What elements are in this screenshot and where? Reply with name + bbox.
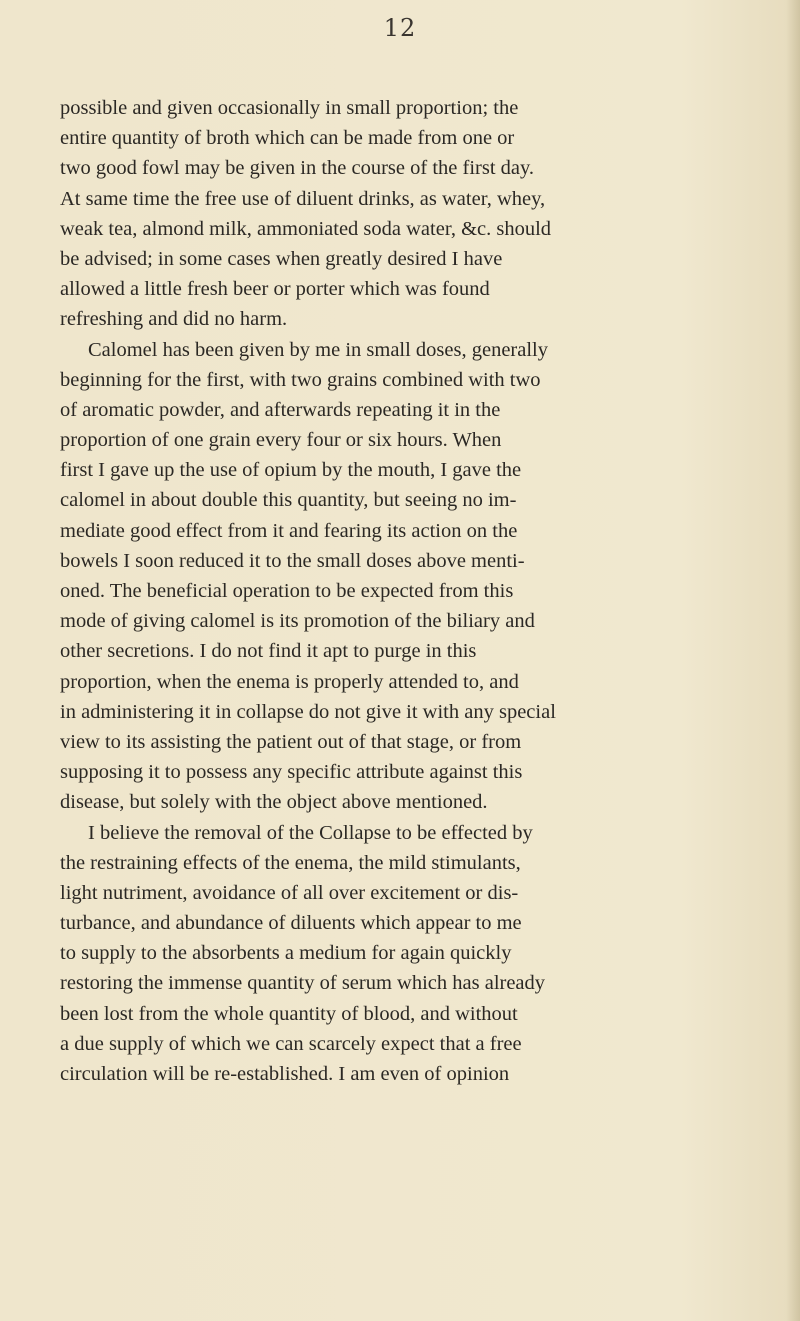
text-line: supposing it to possess any specific attribute against this: [60, 761, 523, 784]
text-line: proportion of one grain every four or six hours. When: [60, 429, 502, 452]
paragraph-start-line: Calomel has been given by me in small doses, generally: [88, 338, 548, 361]
text-line: two good fowl may be given in the course of the first day.: [60, 157, 535, 180]
text-line: circulation will be re-established. I am even of opinion: [60, 1063, 510, 1085]
text-line: a due supply of which we can scarcely expect that a free: [60, 1032, 522, 1055]
text-line: possible and given occasionally in small proportion; the: [60, 97, 519, 119]
text-line: the restraining effects of the enema, the mild stimulants,: [60, 851, 521, 874]
text-line: refreshing and did no harm.: [60, 308, 288, 331]
text-line: allowed a little fresh beer or porter which was found: [60, 278, 490, 301]
text-line: turbance, and abundance of diluents which appear to me: [60, 912, 522, 935]
page-number: 12: [383, 14, 417, 42]
text-line: beginning for the first, with two grains combined with two: [60, 368, 541, 391]
text-line: weak tea, almond milk, ammoniated soda water, &c. should: [60, 217, 552, 240]
text-line: mode of giving calomel is its promotion of the biliary and: [60, 610, 535, 633]
text-line: proportion, when the enema is properly attended to, and: [60, 670, 519, 693]
text-line: restoring the immense quantity of serum which has already: [60, 972, 546, 995]
text-line: to supply to the absorbents a medium for again quickly: [60, 942, 512, 965]
text-line: been lost from the whole quantity of blood, and without: [60, 1002, 518, 1025]
text-line: disease, but solely with the object above mentioned.: [60, 791, 488, 814]
text-line: in administering it in collapse do not give it with any special: [60, 700, 556, 723]
text-line: other secretions. I do not find it apt to purge in this: [60, 640, 477, 663]
text-line: oned. The beneficial operation to be expected from this: [60, 580, 514, 602]
text-line: first I gave up the use of opium by the mouth, I gave the: [60, 459, 522, 482]
text-line: mediate good effect from it and fearing its action on the: [60, 519, 518, 542]
text-line: calomel in about double this quantity, but seeing no im-: [60, 489, 517, 512]
body-text: [60, 93, 800, 1089]
text-line: be advised; in some cases when greatly desired I have: [60, 247, 503, 270]
text-line: entire quantity of broth which can be made from one or: [60, 127, 515, 150]
text-line: light nutriment, avoidance of all over excitement or dis-: [60, 881, 519, 904]
text-line: bowels I soon reduced it to the small doses above menti-: [60, 549, 525, 572]
text-line: view to its assisting the patient out of that stage, or from: [60, 730, 522, 753]
paragraph-start-line: I believe the removal of the Collapse to be effected by: [88, 821, 533, 844]
text-line: of aromatic powder, and afterwards repeating it in the: [60, 398, 501, 421]
text-line: At same time the free use of diluent drinks, as water, whey,: [60, 187, 546, 210]
